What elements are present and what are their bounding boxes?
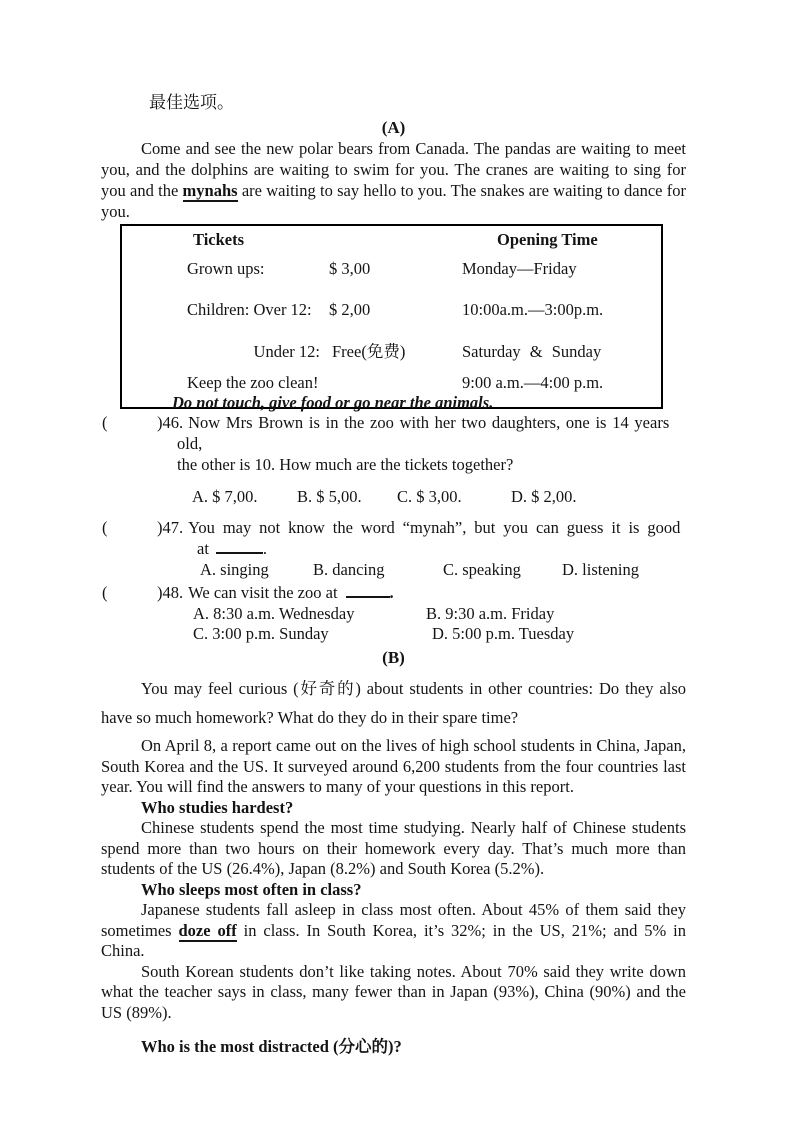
option-a: A. $ 7,00. [192,487,258,506]
question-46-options [101,486,686,507]
section-a-heading: (A) [381,118,406,137]
question-48-options-row2 [101,623,686,643]
question-47 [101,517,686,579]
table-cell-children-price: $ 2,00 [329,300,371,319]
table-cell-children-label: Children: Over 12: [187,300,312,319]
section-b-heading: (B) [382,648,405,667]
option-d: D. listening [562,560,639,579]
underlined-word-mynahs: mynahs [182,181,238,200]
table-cell-weekend-hours: 9:00 a.m.—4:00 p.m. [462,373,604,392]
option-c: C. $ 3,00. [397,487,462,506]
section-b-paragraph-2: On April 8, a report came out on the lives of high school students in China, Japan, South Korea and the US. It surveyed around 6,200 students from the four countries last year. You will find the answers to many of your questions in this report. [101,736,686,796]
question-line: Now Mrs Brown is in the zoo with her two daughters, one is 14 years old, [177,413,670,453]
option-b: B. 9:30 a.m. Friday [426,604,555,623]
question-47-text [157,517,686,559]
table-header-tickets: Tickets [193,230,245,249]
question-number: )46. [157,413,184,432]
section-a-paragraph [101,138,686,222]
table-cell-grownups-price: $ 3,00 [329,259,371,278]
intro-line: 最佳选项。 [149,93,234,112]
question-number: )48. [157,583,184,602]
answer-paren: ( [102,518,108,537]
blank-line [216,539,263,554]
question-48 [101,582,686,643]
option-b: B. dancing [313,560,385,579]
option-a: A. 8:30 a.m. Wednesday [193,604,355,623]
table-notice: Do not touch, give food or go near the animals. [172,393,494,412]
underlined-word-doze-off: doze off [178,920,237,940]
question-46 [101,412,686,507]
paragraph-text-post: in class. In South Korea, it’s 32%; in the US, 21%; and 5% in China. [101,920,686,960]
table-cell-weekday: Monday—Friday [462,259,577,278]
question-line: at [197,539,209,558]
option-d: D. $ 2,00. [511,487,577,506]
section-b-paragraph-3: Chinese students spend the most time studying. Nearly half of Chinese students spend more than two hours on their homework every day. That’s much more than students of the US (26.4%), Japan (8.2%) and South Korea (5.2%). [101,818,686,878]
table-cell-weekend: Saturday & Sunday [462,342,602,361]
period-after-blank: . [389,583,394,602]
paragraph-text-post: are waiting to say hello to you. The snakes are waiting to dance for you. [101,181,687,221]
question-48-text [157,582,686,603]
table-cell-under12-price: Free(免费) [332,342,406,361]
table-cell-grownups-label: Grown ups: [187,259,265,278]
zoo-info-table [120,224,663,412]
question-line: the other is 10. How much are the tickets together? [177,455,514,474]
paragraph-text-pre: Japanese students fall asleep in class most often. About 45% of them said they sometimes [101,900,686,940]
question-47-options [101,559,686,579]
table-header-opening-time: Opening Time [497,230,598,249]
question-line: You may not know the word “mynah”, but you can guess it is good [188,518,681,537]
table-cell-keep-clean: Keep the zoo clean! [187,373,319,392]
option-b: B. $ 5,00. [297,487,362,506]
option-d: D. 5:00 p.m. Tuesday [432,624,575,643]
answer-paren: ( [102,413,108,432]
table-cell-weekday-hours: 10:00a.m.—3:00p.m. [462,300,604,319]
question-46-text [157,412,686,475]
period-after-blank: . [262,539,268,558]
question-number: )47. [157,518,184,537]
subheading-who-studies-hardest: Who studies hardest? [141,797,294,817]
subheading-who-sleeps-most: Who sleeps most often in class? [141,879,362,899]
section-b-paragraph-1: You may feel curious (好奇的) about students in other countries: Do they also have so much homework? What do they do in their spare time? [101,679,686,727]
table-cell-under12-label: Under 12: [253,342,320,361]
question-48-options-row1 [101,603,686,623]
paragraph-text-pre: Come and see the new polar bears from Canada. The pandas are waiting to meet you, and the dolphins are waiting to swim for you. The cranes are waiting to sing for you and the [101,139,686,200]
blank-line [346,583,390,598]
subheading-who-is-most-distracted: Who is the most distracted (分心的)? [141,1037,402,1056]
section-b-paragraph-5: South Korean students don’t like taking notes. About 70% said they write down what the teacher says in class, many fewer than in Japan (93%), China (90%) and the US (89%). [101,961,686,1022]
option-a: A. singing [200,560,269,579]
option-c: C. speaking [443,560,521,579]
answer-paren: ( [102,583,108,602]
option-c: C. 3:00 p.m. Sunday [193,624,329,643]
question-line: We can visit the zoo at [188,583,338,602]
page-content [101,92,686,1058]
section-b-paragraph-4 [101,900,686,962]
